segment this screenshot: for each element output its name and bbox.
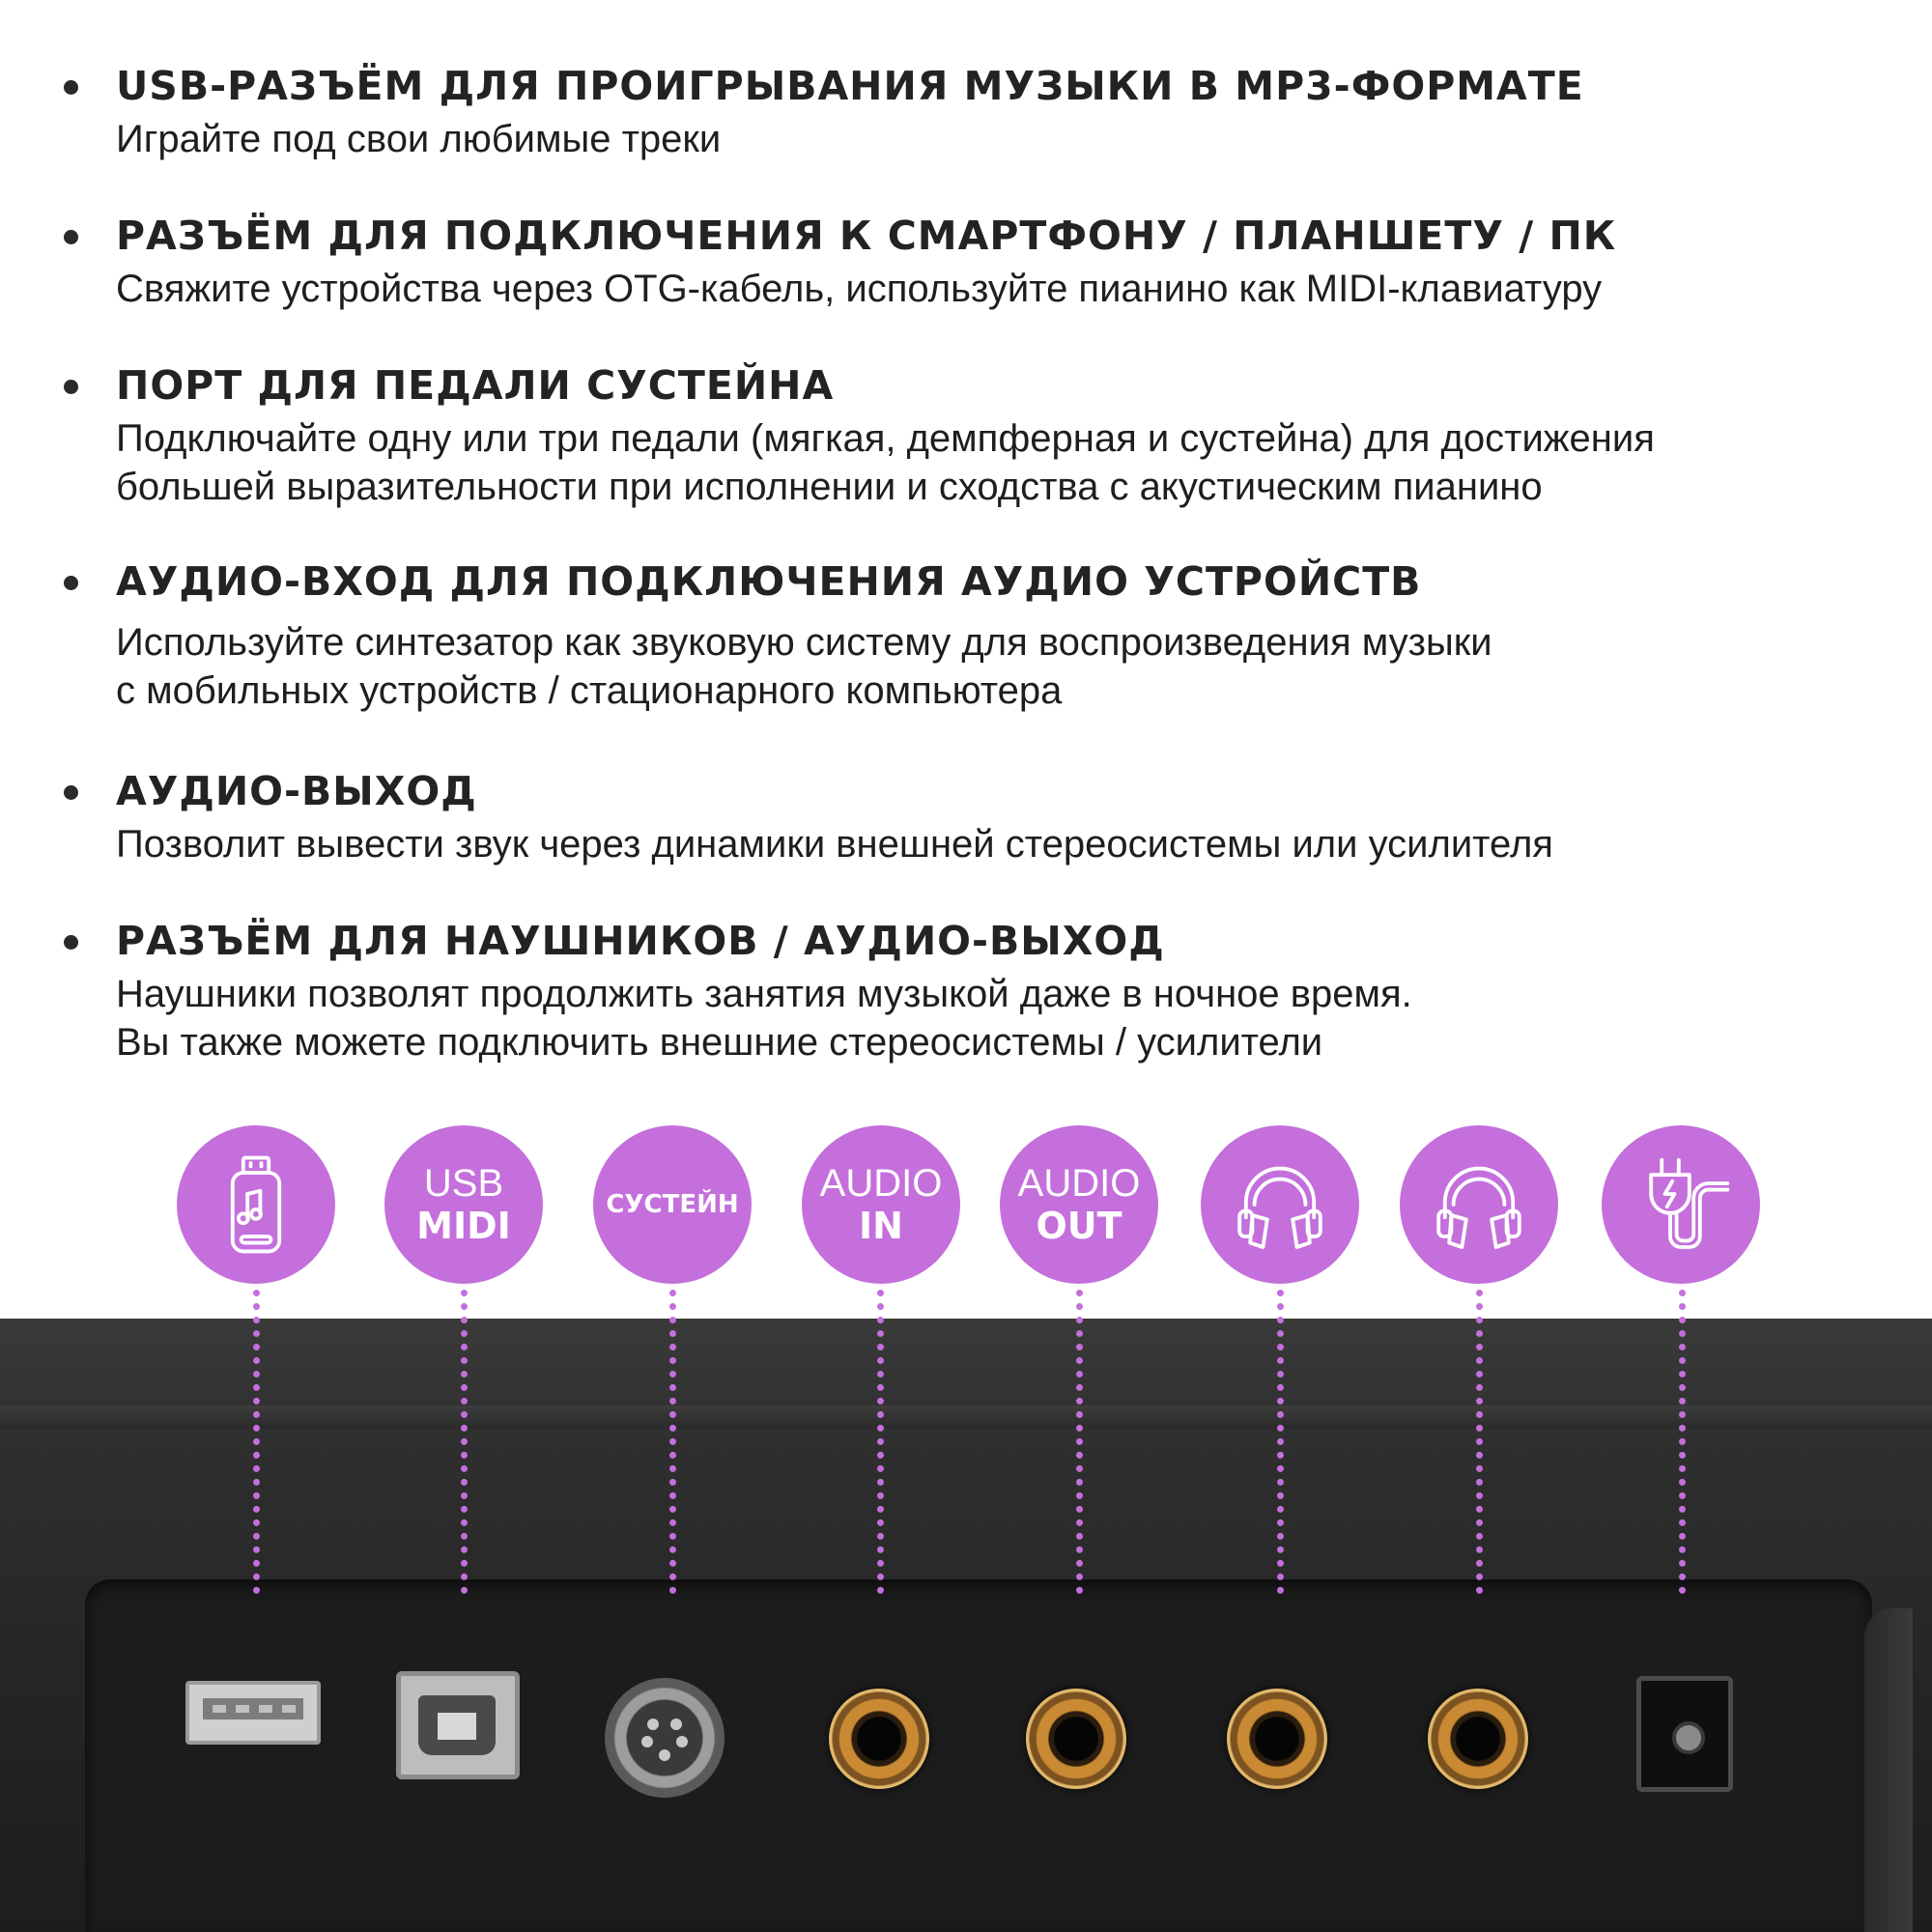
feature-title: РАЗЪЁМ ДЛЯ НАУШНИКОВ / АУДИО-ВЫХОД bbox=[116, 918, 1165, 964]
description-line: Используйте синтезатор как звуковую систему для воспроизведения музыки bbox=[116, 621, 1492, 664]
feature-description bbox=[116, 115, 721, 163]
description-line: с мобильных устройств / стационарного компьютера bbox=[116, 669, 1063, 712]
sustain-din-port bbox=[605, 1678, 724, 1798]
description-line: Играйте под свои любимые треки bbox=[116, 118, 722, 160]
bullet bbox=[64, 80, 78, 95]
usb-a-tongue bbox=[203, 1698, 303, 1719]
bullet bbox=[64, 785, 78, 800]
usb-a-port bbox=[185, 1681, 321, 1745]
description-line: Подключайте одну или три педали (мягкая, демпферная и сустейна) для достижения bbox=[116, 417, 1655, 460]
headphones-icon bbox=[1201, 1125, 1359, 1284]
connector-line bbox=[1277, 1290, 1284, 1594]
dc-power-port bbox=[1636, 1676, 1733, 1792]
audio-label: AUDIO bbox=[1017, 1162, 1141, 1205]
feature-description bbox=[116, 618, 1492, 715]
audio-out-jack bbox=[1026, 1689, 1126, 1789]
feature-title: АУДИО-ВЫХОД bbox=[116, 768, 477, 814]
panel-edge bbox=[0, 1406, 1932, 1429]
audio-out-icon bbox=[1000, 1125, 1158, 1284]
feature-description bbox=[116, 265, 1602, 313]
sustain-label: СУСТЕЙН bbox=[606, 1190, 739, 1219]
feature-description bbox=[116, 970, 1412, 1066]
description-line: Свяжите устройства через OTG-кабель, используйте пианино как MIDI-клавиатуру bbox=[116, 268, 1603, 310]
connector-line bbox=[877, 1290, 884, 1594]
audio-label: AUDIO bbox=[819, 1162, 943, 1205]
connector-line bbox=[1476, 1290, 1483, 1594]
bullet bbox=[64, 935, 78, 950]
out-label: OUT bbox=[1036, 1205, 1122, 1247]
description-line: Вы также можете подключить внешние стереосистемы / усилители bbox=[116, 1021, 1323, 1064]
feature-description bbox=[116, 414, 1655, 511]
headphones-icon bbox=[1400, 1125, 1558, 1284]
midi-label: MIDI bbox=[416, 1205, 511, 1247]
connector-line bbox=[1679, 1290, 1686, 1594]
connector-line bbox=[1076, 1290, 1083, 1594]
connector-line bbox=[461, 1290, 468, 1594]
description-line: Позволит вывести звук через динамики внешней стереосистемы или усилителя bbox=[116, 823, 1553, 866]
panel-lip bbox=[1864, 1608, 1913, 1932]
sustain-icon bbox=[593, 1125, 752, 1284]
feature-title: АУДИО-ВХОД ДЛЯ ПОДКЛЮЧЕНИЯ АУДИО УСТРОЙСТВ bbox=[116, 558, 1422, 605]
usb-label: USB bbox=[423, 1162, 504, 1205]
audio-in-icon bbox=[802, 1125, 960, 1284]
rear-panel-photo bbox=[0, 1319, 1932, 1932]
connector-line bbox=[669, 1290, 676, 1594]
usb-b-core bbox=[438, 1713, 476, 1740]
headphones-jack-1 bbox=[1227, 1689, 1327, 1789]
in-label: IN bbox=[859, 1205, 903, 1247]
bullet bbox=[64, 380, 78, 394]
usb-drive-music-icon bbox=[177, 1125, 335, 1284]
feature-title: РАЗЪЁМ ДЛЯ ПОДКЛЮЧЕНИЯ К СМАРТФОНУ / ПЛАНШЕТУ / ПК bbox=[116, 213, 1617, 259]
bullet bbox=[64, 576, 78, 590]
description-line: большей выразительности при исполнении и сходства с акустическим пианино bbox=[116, 466, 1543, 508]
feature-description bbox=[116, 820, 1553, 868]
panel-recess bbox=[85, 1579, 1872, 1932]
bullet bbox=[64, 230, 78, 244]
feature-title: ПОРТ ДЛЯ ПЕДАЛИ СУСТЕЙНА bbox=[116, 362, 835, 409]
headphones-jack-2 bbox=[1428, 1689, 1528, 1789]
audio-in-jack bbox=[829, 1689, 929, 1789]
description-line: Наушники позволят продолжить занятия музыкой даже в ночное время. bbox=[116, 973, 1412, 1015]
power-plug-icon bbox=[1602, 1125, 1760, 1284]
usb-b-port bbox=[396, 1671, 520, 1779]
usb-midi-icon bbox=[384, 1125, 543, 1284]
dc-pin bbox=[1672, 1721, 1705, 1754]
feature-title: USB-РАЗЪЁМ ДЛЯ ПРОИГРЫВАНИЯ МУЗЫКИ В MP3-ФОРМАТЕ bbox=[116, 63, 1584, 109]
connector-line bbox=[253, 1290, 260, 1594]
